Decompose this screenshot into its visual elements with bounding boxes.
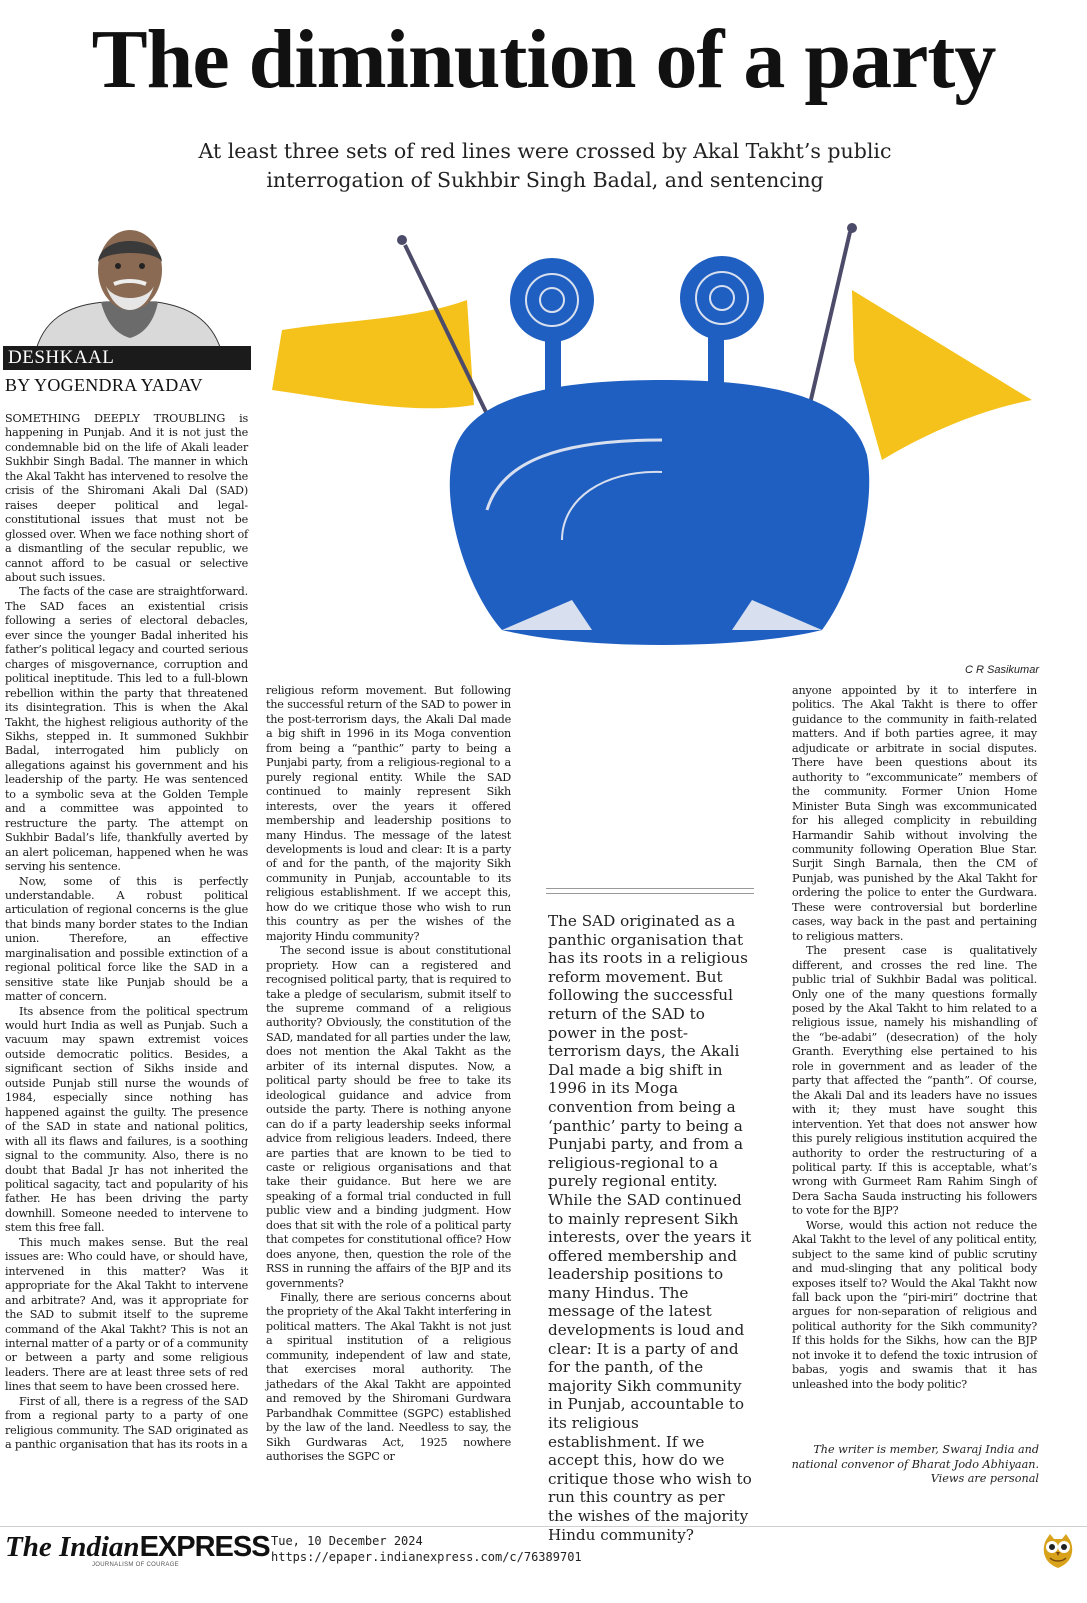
paragraph: Worse, would this action not reduce the Akal Takht to the level of any political entity, subject to the same kind of public scrutiny and mud-slinging that any political body exposes itself to? Would the Akal Takht now fall back upon the “piri-miri” doctrine that argues for non-separation of religious and political authority for the Sikh community? If this holds for the Sikhs, how can the BJP not invoke it to defend the toxic intrusion of babas, yogis and swamis that it has unleashed into the body politic? — [792, 1218, 1037, 1391]
edition-meta — [271, 1533, 582, 1565]
paragraph: The present case is qualitatively different, and crosses the red line. The public trial of Sukhbir Badal was political. Only one of the many questions formally posed by the Akal Takht to him related to a religious issue, namely his mishandling of the “be-adabi” (desecration) of the holy Granth. Everything else pertained to his role in government and as leader of the party that affected the “panth”. Of course, the Akali Dal and its leaders have no issues with it; they must have sought this intervention. Yet that does not answer how this purely religious institution acquired the authority to order the restructuring of a political party. If this is acceptable, what’s wrong with Gurmeet Ram Rahim Singh of Dera Sacha Sauda instructing his followers to vote for the BJP? — [792, 944, 1037, 1218]
paragraph: Its absence from the political spectrum would hurt India as well as Punjab. Such a vacuum may spawn extremist voices outside democratic politics. Besides, a significant section of Sikhs inside and outside Punjab still nurse the wounds of 1984, especially since nothing has happened against the guilty. The presence of the SAD in state and national politics, with all its flaws and failures, is a soothing signal to the community. Also, there is no doubt that Badal Jr has not inherited the political sagacity, tact and popularity of his father. He has been driving the party downhill. Someone needed to intervene to stem this free fall. — [5, 1004, 248, 1235]
paragraph: anyone appointed by it to interfere in politics. The Akal Takht is there to offer guidance to the community in faith-related matters. And if both parties agree, it may adjudicate or arbitrate in social disputes. There have been questions about its authority to “excommunicate” members of the community. Former Union Home Minister Buta Singh was excommunicated for his alleged complicity in rebuilding Harmandir Sahib without involving the community following Operation Blue Star. Surjit Singh Barnala, then the CM of Punjab, was punished by the Akal Takht for ordering the police to enter the Gurdwara. These were controversial but borderline cases, way back in the past and pertaining to religious matters. — [792, 684, 1037, 943]
pullquote-rule — [546, 893, 754, 894]
paragraph: The facts of the case are straightforward. The SAD faces an existential crisis following a series of electoral debacles, ever since the younger Badal inherited his father’s political legacy and courted serious charges of misgovernance, corruption and political ineptitude. This led to a full-blown rebellion within the party that threatened its disintegration. This is when the Akal Takht, the highest religious authority of the Sikhs, stepped in. It summoned Sukhbir Badal, interrogated him publicly on allegations against his government and his leadership of the party. He was sentenced to a symbolic seva at the Golden Temple and a committee was appointed to restructure the party. The attempt on Sukhbir Badal’s life, thankfully averted by an alert policeman, happened when he was serving his sentence. — [5, 585, 248, 874]
edition-url[interactable]: https://epaper.indianexpress.com/c/76389701 — [271, 1550, 582, 1564]
owl-icon — [1040, 1532, 1076, 1570]
byline: BY YOGENDRA YADAV — [5, 375, 203, 395]
masthead-the: The Indian — [5, 1531, 140, 1563]
paragraph: religious reform movement. But following the successful return of the SAD to power in the post-terrorism days, the Akali Dal made a big shift in 1996 in its Moga convention from being a “panthic” party to being a Punjabi party, from a religious-regional to a purely regional entity. While the SAD continued to mainly represent Sikh interests, over the years it offered membership and leadership positions to many Hindus. The message of the latest developments is loud and clear: It is a party of and for the panth, of the majority Sikh community in Punjab, accountable to its religious establishment. If we accept this, how do we critique those who wish to run this country as per the wishes of the majority Hindu community? — [266, 684, 511, 943]
paragraph: This much makes sense. But the real issues are: Who could have, or should have, intervened in this matter? Was it appropriate for the Akal Takht to intervene and arbitrate? And, was it appropriate for the SAD to submit itself to the supreme command of the Akal Takht? This is not an internal matter of a party or of a community or between a party and some religious leaders. There are at least three sets of red lines that seem to have been crossed here. — [5, 1235, 248, 1394]
paragraph: Finally, there are serious concerns about the propriety of the Akal Takht interfering in political matters. The Akal Takht is not just a spiritual institution of a religious community, independent of law and state, that exercises moral authority. The jathedars of the Akal Takht are appointed and removed by the Shiromani Gurdwara Parbandhak Committee (SGPC) established by the law of the land. Needless to say, the Sikh Gurdwaras Act, 1925 nowhere authorises the SGPC or — [266, 1291, 511, 1464]
paragraph: Now, some of this is perfectly understandable. A robust political articulation of regional concerns is the glue that binds many border states to the Indian union. Therefore, an effective marginalisation and possible extinction of a regional political force like the SAD in a sensitive state like Punjab should be a matter of concern. — [5, 874, 248, 1004]
masthead-tagline: JOURNALISM OF COURAGE — [92, 1562, 179, 1568]
paragraph: First of all, there is a regress of the SAD from a regional party to a party of one religious community. The SAD originated as a panthic organisation that has its roots in a — [5, 1394, 248, 1452]
author-portrait — [6, 222, 246, 350]
author-note: The writer is member, Swaraj India and national convenor of Bharat Jodo Abhiyaan. Views are personal — [791, 1443, 1039, 1485]
paragraph: SOMETHING DEEPLY TROUBLING is happening in Punjab. And it is not just the condemnable bid on the life of Akali leader Sukhbir Singh Badal. The manner in which the Akal Takht has intervened to resolve the crisis of the Shiromani Akali Dal (SAD) raises deeper political and legal-constitutional issues that must not be glossed over. When we face nothing short of a dismantling of the secular republic, we cannot afford to be casual or selective about such issues. — [5, 412, 248, 584]
pullquote-rule — [546, 888, 754, 889]
article-column-1 — [5, 412, 248, 1453]
column-tag: DESHKAAL — [3, 346, 251, 370]
article-column-4 — [792, 684, 1037, 1392]
subhead: At least three sets of red lines were crossed by Akal Takht’s public interrogation of Sukhbir Singh Badal, and sentencing — [198, 139, 892, 192]
edition-date: Tue, 10 December 2024 — [271, 1534, 423, 1548]
masthead-express: EXPRESS — [139, 1531, 270, 1563]
illustration — [262, 210, 1062, 672]
masthead-logo — [5, 1527, 270, 1567]
headline: The diminution of a party — [91, 13, 996, 106]
pullquote: The SAD originated as a panthic organisation that has its roots in a religious reform movement. But following the successful return of the SAD to power in the post-terrorism days, the Akali Dal made a big shift in 1996 in its Moga convention from being a ‘panthic’ party to being a Punjabi party, and from a religious-regional to a purely regional entity. While the SAD continued to mainly represent Sikh interests, over the years it offered membership and leadership positions to many Hindus. The message of the latest developments is loud and clear: It is a party of and for the panth, of the majority Sikh community in Punjab, accountable to its religious establishment. If we accept this, how do we critique those who wish to run this country as per the wishes of the majority Hindu community? — [548, 912, 752, 1544]
article-column-2 — [266, 684, 511, 1464]
illustration-credit: C R Sasikumar — [965, 664, 1039, 676]
paragraph: The second issue is about constitutional propriety. How can a registered and recognised political party, that is required to take a pledge of secularism, submit itself to the supreme command of a religious authority? Obviously, the constitution of the SAD, mandated for all parties under the law, does not mention the Akal Takht as the arbiter of its internal disputes. Now, a political party should be free to take its ideological guidance and advice from outside the party. There is nothing anyone can do if a party leadership seeks informal advice from religious leaders. Indeed, there are parties that are known to be tied to caste or religious organisations and that take their guidance. But here we are speaking of a formal trial conducted in full public view and a binding judgment. How does that sit with the role of a political party that competes for constitutional office? How does anyone, then, question the role of the RSS in running the affairs of the BJP and its governments? — [266, 944, 511, 1290]
